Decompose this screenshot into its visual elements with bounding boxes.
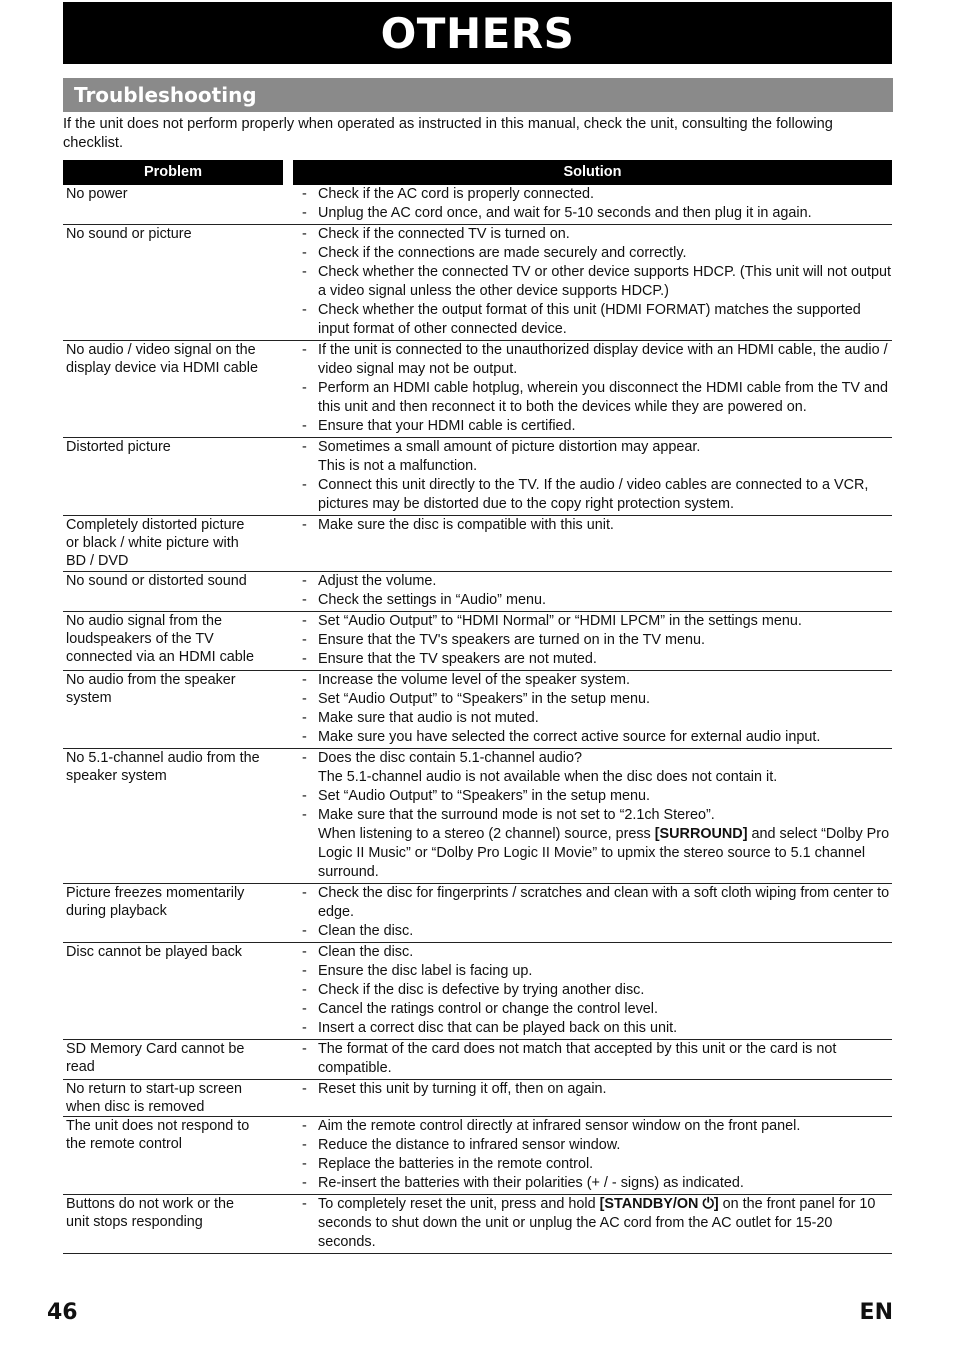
table-row [63,516,892,572]
solution-item [293,301,892,339]
bullet-dash: - [302,728,307,745]
bullet-dash: - [302,671,307,688]
bullet-dash: - [302,591,307,608]
bullet-dash: - [302,342,307,358]
solution-item [293,884,892,922]
problem-cell: Buttons do not work or the unit stops responding [66,1196,234,1231]
bullet-dash: - [302,962,307,979]
solution-item [293,806,892,882]
solution-item [293,572,892,591]
table-row [63,884,892,943]
table-row [63,1117,892,1195]
bullet-dash: - [302,1137,307,1154]
troubleshooting-table [63,185,892,1254]
bullet-dash: - [302,186,307,202]
bullet-dash: - [302,922,307,939]
solution-item [293,631,892,650]
solution-text: Perform an HDMI cable hotplug, wherein you disconnect the HDMI cable from the TV and this unit and then reconnect it to both the devices while they are powered on. [318,380,889,415]
solution-item [293,1019,892,1038]
solution-text: Set “Audio Output” to “Speakers” in the setup menu. [318,690,650,707]
solution-text [318,1195,892,1252]
solution-text: Set “Audio Output” to “HDMI Normal” or “HDMI LPCM” in the settings menu. [318,612,802,629]
problem-cell: No return to start-up screen when disc is removed [66,1080,242,1115]
solution-item [293,1117,892,1136]
bullet-dash: - [302,205,307,221]
solution-text: Set “Audio Output” to “Speakers” in the setup menu. [318,787,650,804]
problem-cell: No 5.1-channel audio from the speaker system [66,749,260,784]
solution-text: Aim the remote control directly at infrared sensor window on the front panel. [318,1118,801,1135]
solution-text: Check the disc for fingerprints / scratches and clean with a soft cloth wiping from center to edge. [318,884,890,920]
solution-item [293,1000,892,1019]
bullet-dash: - [302,439,307,455]
solution-text: Ensure that your HDMI cable is certified. [318,418,576,434]
solution-text: Sometimes a small amount of picture distortion may appear. This is not a malfunction. [318,439,701,474]
solution-text: Check if the AC cord is properly connected. [318,186,594,202]
solution-text [318,806,892,882]
solution-cell [293,612,892,670]
problem-cell: No audio / video signal on the display device via HDMI cable [66,342,258,377]
table-row [63,1040,892,1080]
table-row [63,1195,892,1254]
solution-text: Check if the disc is defective by trying another disc. [318,981,645,998]
problem-cell: Completely distorted picture or black / white picture with BD / DVD [66,517,245,570]
solution-item [293,341,892,379]
bullet-dash: - [302,245,307,261]
solution-item [293,1080,892,1099]
solution-item [293,728,892,747]
table-row [63,225,892,341]
bullet-dash: - [302,1080,307,1097]
solution-item [293,438,892,476]
table-row [63,612,892,671]
table-row [63,749,892,884]
solution-cell [293,1117,892,1194]
solution-text: The format of the card does not match that accepted by this unit or the card is not compatible. [318,1040,837,1076]
bullet-dash: - [302,517,307,533]
problem-cell: SD Memory Card cannot be read [66,1040,245,1075]
solution-item [293,922,892,941]
problem-cell: Distorted picture [66,439,171,455]
solution-text: Check if the connected TV is turned on. [318,226,570,242]
solution-cell [293,884,892,942]
solution-text: Ensure that the TV's speakers are turned on in the TV menu. [318,631,705,648]
button-name: [STANDBY/ON ⏻] [599,1196,719,1213]
bullet-dash: - [302,631,307,648]
solution-item [293,749,892,787]
solution-text: Unplug the AC cord once, and wait for 5-10 seconds and then plug it in again. [318,205,812,221]
solution-text: Clean the disc. [318,943,414,960]
solution-item [293,1040,892,1078]
solution-cell [293,671,892,748]
solution-text: Make sure that audio is not muted. [318,709,539,726]
bullet-dash: - [302,1175,307,1192]
solution-item [293,591,892,610]
bullet-dash: - [302,1118,307,1135]
solution-text-part: on the front panel for 10 seconds to shut down the unit or unplug the AC cord from the AC outlet for 15-20 seconds. [318,1196,876,1251]
solution-text: Reset this unit by turning it off, then on again. [318,1080,607,1097]
bullet-dash: - [302,749,307,766]
solution-item [293,244,892,263]
table-row [63,438,892,516]
bullet-dash: - [302,380,307,396]
problem-cell: No power [66,186,128,202]
solution-text: Check the settings in “Audio” menu. [318,591,546,608]
solution-text: If the unit is connected to the unauthorized display device with an HDMI cable, the audio / video signal may not be output. [318,342,888,377]
table-row [63,943,892,1040]
solution-text: Does the disc contain 5.1-channel audio? The 5.1-channel audio is not available when the disc does not contain it. [318,749,778,785]
solution-column-header: Solution [293,160,892,185]
chapter-banner: OTHERS [63,2,892,64]
problem-cell: Picture freezes momentarily during playback [66,884,245,919]
intro-paragraph: If the unit does not perform properly when operated as instructed in this manual, check the unit, consulting the following checklist. [63,116,833,151]
solution-cell [293,341,892,437]
problem-cell: No sound or picture [66,226,192,242]
bullet-dash: - [302,418,307,434]
solution-text: Check whether the connected TV or other device supports HDCP. (This unit will not output a video signal unless the other device supports HDCP.) [318,264,891,299]
solution-text: Cancel the ratings control or change the control level. [318,1000,658,1017]
solution-item [293,612,892,631]
solution-item [293,650,892,669]
solution-text: Check whether the output format of this unit (HDMI FORMAT) matches the supported input format of other connected device. [318,302,861,337]
bullet-dash: - [302,806,307,823]
solution-item [293,690,892,709]
solution-cell [293,572,892,611]
solution-text-part: To completely reset the unit, press and hold [318,1196,600,1213]
bullet-dash: - [302,1000,307,1017]
solution-cell [293,1040,892,1079]
section-heading: Troubleshooting [63,78,893,112]
solution-cell [293,749,892,883]
solution-cell [293,225,892,340]
solution-item [293,185,892,204]
table-row [63,341,892,438]
solution-item [293,1136,892,1155]
solution-item [293,379,892,417]
solution-cell [293,1080,892,1116]
bullet-dash: - [302,1156,307,1173]
solution-item [293,1155,892,1174]
bullet-dash: - [302,650,307,667]
bullet-dash: - [302,1196,307,1213]
language-label: EN [859,1300,893,1325]
bullet-dash: - [302,226,307,242]
solution-item [293,709,892,728]
solution-text: Ensure that the TV speakers are not muted. [318,650,597,667]
solution-item [293,516,892,535]
solution-item [293,204,892,223]
problem-cell: No audio from the speaker system [66,671,236,706]
solution-item [293,476,892,514]
solution-text: Make sure the disc is compatible with this unit. [318,517,614,533]
solution-item [293,981,892,1000]
solution-text: Increase the volume level of the speaker system. [318,671,630,688]
solution-cell [293,516,892,571]
bullet-dash: - [302,690,307,707]
bullet-dash: - [302,1019,307,1036]
problem-cell: No audio signal from the loudspeakers of the TV connected via an HDMI cable [66,612,254,666]
solution-item [293,263,892,301]
solution-cell [293,438,892,515]
solution-item [293,671,892,690]
solution-item [293,787,892,806]
bullet-dash: - [302,612,307,629]
solution-cell [293,943,892,1039]
solution-cell [293,1195,892,1253]
solution-item [293,225,892,244]
bullet-dash: - [302,264,307,280]
bullet-dash: - [302,787,307,804]
solution-item [293,962,892,981]
problem-cell: Disc cannot be played back [66,943,242,960]
solution-text: Clean the disc. [318,922,414,939]
table-row [63,1080,892,1117]
solution-text: Reduce the distance to infrared sensor window. [318,1137,621,1154]
solution-text: Adjust the volume. [318,572,437,589]
bullet-dash: - [302,884,307,901]
page-number: 46 [47,1300,78,1325]
problem-cell: No sound or distorted sound [66,572,247,589]
solution-text: Connect this unit directly to the TV. If the audio / video cables are connected to a VCR, pictures may be distorted due to the copy right protection system. [318,477,869,512]
bullet-dash: - [302,943,307,960]
solution-cell [293,185,892,224]
bullet-dash: - [302,572,307,589]
solution-item [293,943,892,962]
solution-text: Re-insert the batteries with their polarities (+ / - signs) as indicated. [318,1175,744,1192]
solution-text: Make sure you have selected the correct active source for external audio input. [318,728,821,745]
table-row [63,185,892,225]
solution-text: Ensure the disc label is facing up. [318,962,533,979]
bullet-dash: - [302,981,307,998]
solution-item [293,1174,892,1193]
table-row [63,671,892,749]
bullet-dash: - [302,709,307,726]
solution-text: Check if the connections are made securely and correctly. [318,245,687,261]
bullet-dash: - [302,1040,307,1057]
solution-item [293,1195,892,1252]
bullet-dash: - [302,302,307,318]
table-row [63,572,892,612]
solution-text-part: Make sure that the surround mode is not set to “2.1ch Stereo”. When listening to a stereo (2 channel) source, press [318,806,715,842]
bullet-dash: - [302,477,307,493]
button-name: [SURROUND] [654,825,748,842]
solution-text: Insert a correct disc that can be played back on this unit. [318,1019,678,1036]
solution-text: Replace the batteries in the remote control. [318,1156,594,1173]
problem-cell: The unit does not respond to the remote control [66,1118,250,1153]
solution-item [293,417,892,436]
problem-column-header: Problem [63,160,283,185]
solution-text-part: and select “Dolby Pro Logic II Music” or “Dolby Pro Logic II Movie” to upmix the stereo source to 5.1 channel surround. [318,825,890,880]
